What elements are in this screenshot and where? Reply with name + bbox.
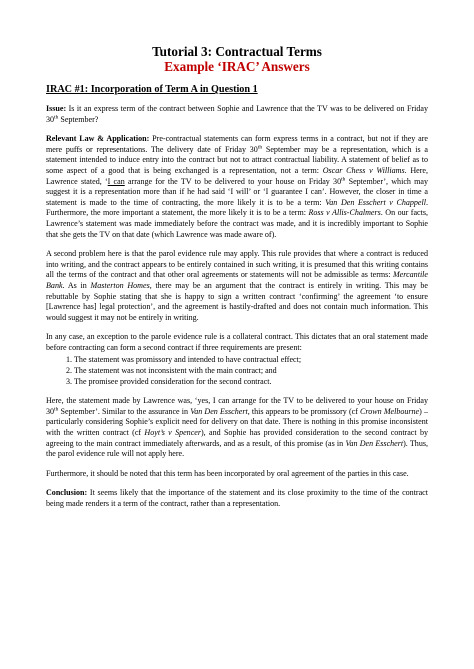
here-text: September’. Similar to the assurance in	[58, 406, 191, 416]
case-citation: Hoyt’s v Spencer	[144, 428, 201, 438]
parol-text: . As in	[62, 280, 91, 290]
here-sup: th	[54, 406, 59, 413]
requirements-list	[46, 355, 428, 387]
exception-paragraph: In any case, an exception to the parole evidence rule is a collateral contract. This dictates that an oral statement made before contracting can form a second contract if three requirements are present:	[46, 332, 428, 352]
conclusion-text: It seems likely that the importance of the statement and its close proximity to the time of the contract being made renders it a term of the contract, rather than a representation.	[46, 488, 428, 508]
here-text: Here, the statement made by Lawrence was, ‘yes, I can arrange for the TV to be delivered to your house on Friday 30	[46, 396, 428, 416]
list-item: 3. The promisee provided consideration for the second contract.	[74, 377, 428, 388]
parol-paragraph	[46, 249, 428, 323]
list-item: 1. The statement was promissory and intended to have contractual effect;	[74, 355, 428, 366]
case-citation: Van Den Esschert v Chappell	[325, 197, 426, 207]
law-label: Relevant Law & Application:	[46, 134, 150, 144]
law-text: . Here, Lawrence stated, ‘	[46, 165, 428, 186]
law-sup: th	[341, 175, 346, 182]
conclusion-paragraph	[46, 488, 428, 509]
case-citation: Oscar Chess v Williams	[322, 165, 405, 175]
issue-label: Issue:	[46, 104, 67, 113]
here-text: ). Thus, the parol evidence rule will not apply here.	[46, 438, 428, 459]
issue-text-1: Is it an express term of the contract between Sophie and Lawrence that the TV was to be delivered on Friday 30	[46, 104, 428, 124]
furthermore-paragraph: Furthermore, it should be noted that this term has been incorporated by oral agreement of the parties in this case.	[46, 468, 409, 478]
law-text: . On our facts, Lawrence’s statement was made immediately before the contract was made, and it is incredibly important to Sophie that she gets the TV on that date (which Lawrence was made aware of).	[46, 208, 428, 239]
page-title: Tutorial 3: Contractual Terms	[152, 44, 322, 59]
here-text: , this appears to be promissory (cf	[247, 406, 361, 416]
issue-sup: th	[54, 113, 59, 120]
case-citation: Van Den Esschert	[345, 438, 404, 448]
law-text: September’, which may suggest it is a representation more than if he had said ‘I will’ or ‘I guarantee I can’. However, the closer in time a statement is made to the time of contracting, the more likely it is to be a term:	[46, 176, 428, 207]
list-item: 2. The statement was not inconsistent with the main contract; and	[74, 366, 428, 377]
parol-text: A second problem here is that the parol evidence rule may apply. This rule provides that where a contract is reduced into writing, and the contract appears to be entirely contained in such writing, it is presumed that this writing contains all the terms of the contract and that other oral agreements or statements will not be admissible as terms:	[46, 249, 428, 280]
law-text: September may be a representation, which is a statement intended to induce entry into the contract but not to attract contractual liability. A statement of belief as to some aspect of a good that is being exchanged is a representation, not a term:	[46, 144, 428, 175]
parol-text: , there may be an argument that the contract is entirely in writing. This may be rebuttable by Sophie stating that she is happy to sign a written contract ‘confirming’ the agreement ‘to ensure [Lawrence has] legal protection’, and the agreement is hastily-drafted and does not contain much information. This would suggest it may not be entirely in writing.	[46, 280, 428, 322]
case-citation: Van Den Esschert	[190, 406, 248, 416]
law-text: Pre-contractual statements can form express terms in a contract, but not if they are mere puffs or representations. The delivery date of Friday 30	[46, 134, 428, 154]
page-subtitle: Example ‘IRAC’ Answers	[164, 59, 310, 74]
application-paragraph	[46, 396, 428, 460]
law-sup: th	[257, 144, 263, 151]
law-text: . Furthermore, the more important a statement, the more likely it is to be a term:	[46, 197, 428, 218]
here-text: ) – particularly considering Sophie’s explicit need for delivery on that date. There is nothing in this promise inconsistent with the written contract (cf	[46, 406, 429, 438]
irac-heading: IRAC #1: Incorporation of Term A in Question 1	[46, 84, 258, 95]
here-text: ), and Sophie has provided consideration to the second contract by agreeing to the main contract immediately afterwards, and as a result, of this promise (as in	[46, 428, 428, 448]
case-citation: Masterton Homes	[90, 280, 150, 290]
case-citation: Crown Melbourne	[360, 406, 420, 416]
case-citation: Ross v Allis-Chalmers	[308, 208, 381, 218]
law-paragraph	[46, 134, 428, 240]
case-citation: Mercantile Bank	[46, 270, 428, 290]
issue-paragraph	[46, 104, 428, 125]
law-text: arrange for the TV to be delivered to your house on Friday 30	[124, 176, 342, 186]
issue-text-2: September?	[58, 114, 99, 124]
underlined-phrase: I can	[107, 176, 125, 186]
conclusion-label: Conclusion:	[46, 488, 88, 498]
